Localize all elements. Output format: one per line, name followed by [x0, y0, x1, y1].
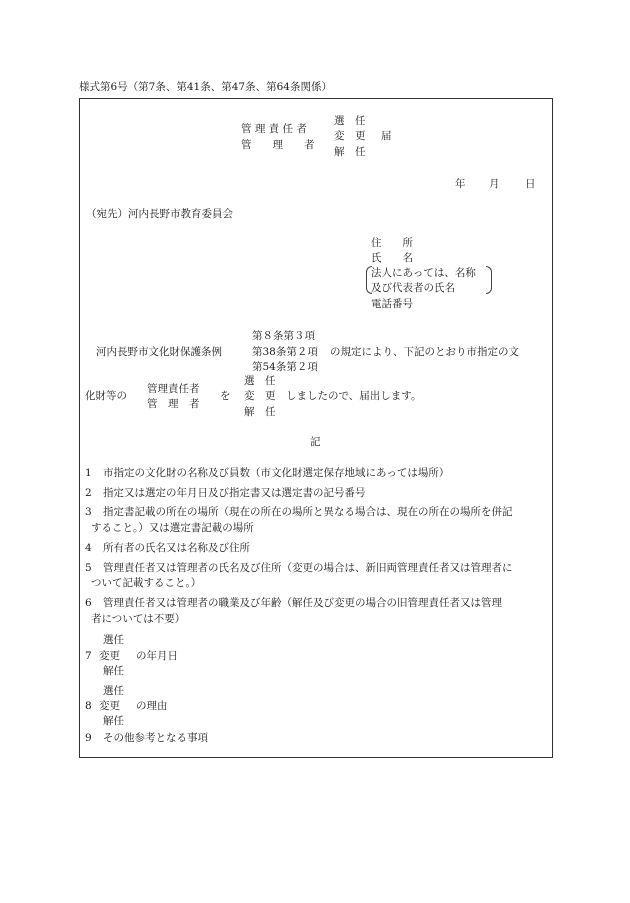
corp-note-close-paren: [486, 266, 492, 294]
item-8-dismiss: 解任: [103, 715, 124, 727]
item-1-text: 市指定の文化財の名称及び員数（市文化財選定保存地域にあっては場所）: [103, 467, 450, 479]
ordinance-name: 河内長野市文化財保護条例: [96, 346, 222, 358]
body-action-dismiss: 解 任: [244, 406, 276, 418]
item-5-text-line-2: ついて記載すること。）: [91, 577, 202, 589]
item-6-text-line-2: 者については不要）: [91, 613, 186, 625]
item-6-number: 6: [85, 597, 92, 609]
item-7-text: の年月日: [136, 650, 178, 662]
article-option-2: 第38条第２項: [252, 346, 318, 358]
address-label: 住 所: [371, 237, 413, 249]
addressee: （宛先）河内長野市教育委員会: [86, 208, 233, 220]
item-5-text-line-1: 管理責任者又は管理者の氏名及び住所（変更の場合は、新旧両管理責任者又は管理者に: [103, 562, 513, 574]
item-6-text-line-1: 管理責任者又は管理者の職業及び年齢（解任及び変更の場合の旧管理責任者又は管理: [103, 597, 502, 609]
item-8-text: の理由: [136, 700, 168, 712]
corp-note-line-2: 及び代表者の氏名: [371, 282, 455, 294]
body-action-appoint: 選 任: [244, 375, 276, 387]
provision-text: の規定により、下記のとおり市指定の文: [330, 346, 519, 358]
body-role-administrator: 管 理 者: [147, 398, 200, 410]
item-8-appoint: 選任: [103, 685, 124, 697]
title-appoint: 選 任: [334, 115, 366, 127]
item-9-text: その他参考となる事項: [103, 732, 208, 744]
date-year: 年: [455, 178, 466, 190]
body-action-change: 変 更: [244, 390, 276, 402]
item-7-number: 7: [85, 650, 92, 662]
item-7-dismiss: 解任: [103, 665, 124, 677]
corp-note-line-1: 法人にあっては、名称: [371, 267, 476, 279]
item-1-number: 1: [85, 467, 92, 479]
body-role-manager: 管理責任者: [147, 383, 200, 395]
title-role-administrator: 管 理 者: [241, 139, 315, 151]
date-day: 日: [525, 178, 536, 190]
item-7-change: 変更: [99, 650, 120, 662]
article-option-1: 第８条第３項: [252, 330, 315, 342]
title-role-manager: 管 理 責 任 者: [241, 123, 307, 135]
name-label: 氏 名: [371, 252, 413, 264]
item-3-text-line-1: 指定書記載の所在の場所（現在の所在の場所と異なる場合は、現在の所在の場所を併記: [103, 506, 513, 518]
phone-label: 電話番号: [371, 298, 413, 310]
title-dismiss: 解 任: [334, 146, 366, 158]
body-line2-prefix: 化財等の: [85, 390, 127, 402]
article-option-3: 第54条第２項: [252, 361, 318, 373]
ki-heading: 記: [310, 436, 321, 448]
item-8-change: 変更: [99, 700, 120, 712]
title-notification: 届: [381, 130, 392, 142]
item-2-text: 指定又は選定の年月日及び指定書又は選定書の記号番号: [103, 487, 366, 499]
date-month: 月: [489, 178, 500, 190]
item-5-number: 5: [85, 562, 92, 574]
item-4-text: 所有者の氏名又は名称及び住所: [103, 542, 250, 554]
body-particle: を: [220, 390, 231, 402]
item-7-appoint: 選任: [103, 634, 124, 646]
form-number-header: 様式第6号（第7条、第41条、第47条、第64条関係）: [79, 81, 332, 93]
item-4-number: 4: [85, 542, 92, 554]
item-3-text-line-2: すること。）又は選定書記載の場所: [91, 522, 254, 534]
item-2-number: 2: [85, 487, 92, 499]
item-8-number: 8: [85, 700, 92, 712]
body-line2-suffix: しましたので、届出します。: [286, 390, 422, 402]
title-change: 変 更: [334, 130, 366, 142]
item-9-number: 9: [85, 732, 92, 744]
item-3-number: 3: [85, 506, 92, 518]
